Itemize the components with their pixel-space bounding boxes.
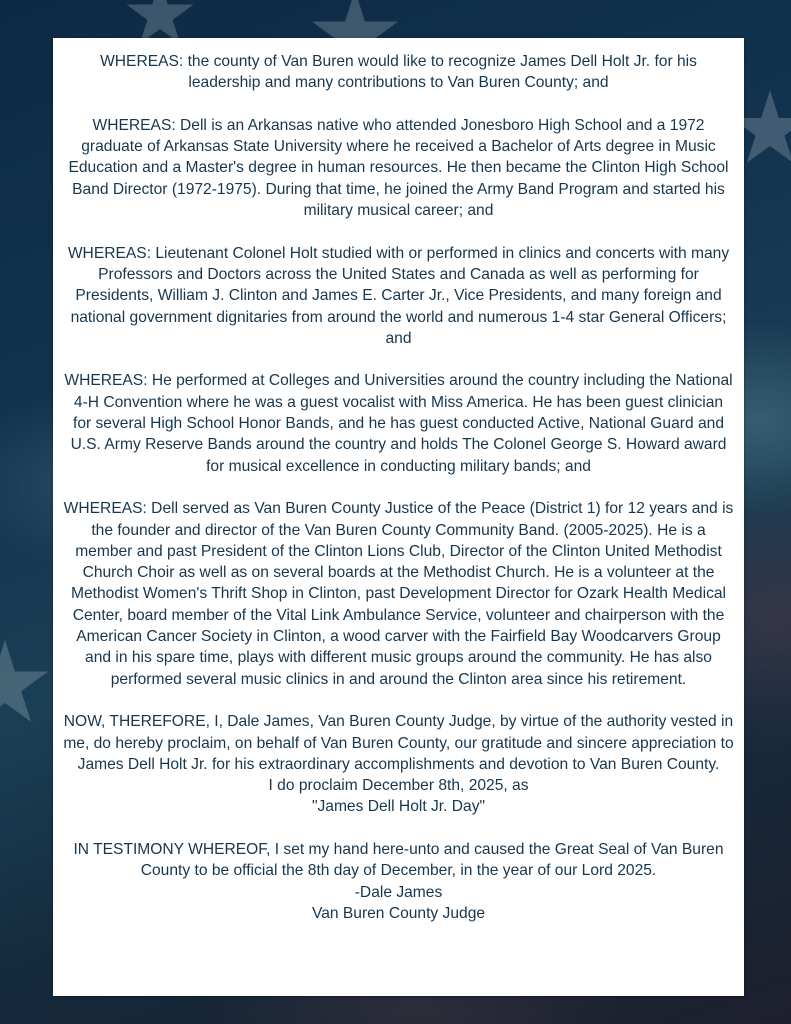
whereas-paragraph-5: WHEREAS: Dell served as Van Buren County Justice of the Peace (District 1) for 12 years and is the founder and director of the Van Buren County Community Band. (2005-2025). He is a member and past President of the Clinton Lions Club, Director of the Clinton United Methodist Church Choir as well as on several boards at the Methodist Church. He is a volunteer at the Methodist Women's Thrift Shop in Clinton, past Development Director for Ozark Health Medical Center, board member of the Vital Link Ambulance Service, volunteer and chairperson with the American Cancer Society in Clinton, a wood carver with the Fairfield Bay Woodcarvers Group and in his spare time, plays with different music groups around the community. He has also performed several music clinics in and around the Clinton area since his retirement.	[63, 500, 734, 688]
whereas-paragraph-1: WHEREAS: the county of Van Buren would like to recognize James Dell Holt Jr. for his leadership and many contributions to Van Buren County; and	[100, 53, 697, 92]
signature: -Dale James	[354, 883, 443, 901]
whereas-paragraph-4: WHEREAS: He performed at Colleges and Universities around the country including the National 4-H Convention where he was a guest vocalist with Miss America. He has been guest clinician for several High School Honor Bands, and he has guest conducted Active, National Guard and U.S. Army Reserve Bands around the country and holds The Colonel George S. Howard award for musical excellence in conducting military bands; and	[64, 372, 733, 475]
proclamation-card	[53, 38, 744, 996]
signer-title: Van Buren County Judge	[311, 904, 486, 922]
proclamation-section	[63, 711, 734, 817]
proclamation-declaration: I do proclaim December 8th, 2025, as	[268, 777, 529, 795]
whereas-paragraph-3: WHEREAS: Lieutenant Colonel Holt studied with or performed in clinics and concerts with many Professors and Doctors across the United States and Canada as well as performing for Presidents, William J. Clinton and James E. Carter Jr., Vice Presidents, and many foreign and national government dignitaries from around the world and numerous 1-4 star General Officers; and	[67, 244, 730, 347]
testimony-section	[63, 839, 734, 924]
testimony-body: IN TESTIMONY WHEREOF, I set my hand here-unto and caused the Great Seal of Van Buren County to be official the 8th day of December, in the year of our Lord 2025.	[73, 840, 724, 880]
proclamation-body: NOW, THEREFORE, I, Dale James, Van Buren County Judge, by virtue of the authority vested in me, do hereby proclaim, on behalf of Van Buren County, our gratitude and sincere appreciation to James Dell Holt Jr. for his extraordinary accomplishments and devotion to Van Buren County.	[63, 713, 734, 773]
whereas-paragraph-2: WHEREAS: Dell is an Arkansas native who attended Jonesboro High School and a 1972 graduate of Arkansas State University where he received a Bachelor of Arts degree in Music Education and a Master's degree in human resources. He then became the Clinton High School Band Director (1972-1975). During that time, he joined the Army Band Program and started his military musical career; and	[68, 116, 729, 220]
proclamation-day-name: "James Dell Holt Jr. Day"	[311, 798, 486, 816]
